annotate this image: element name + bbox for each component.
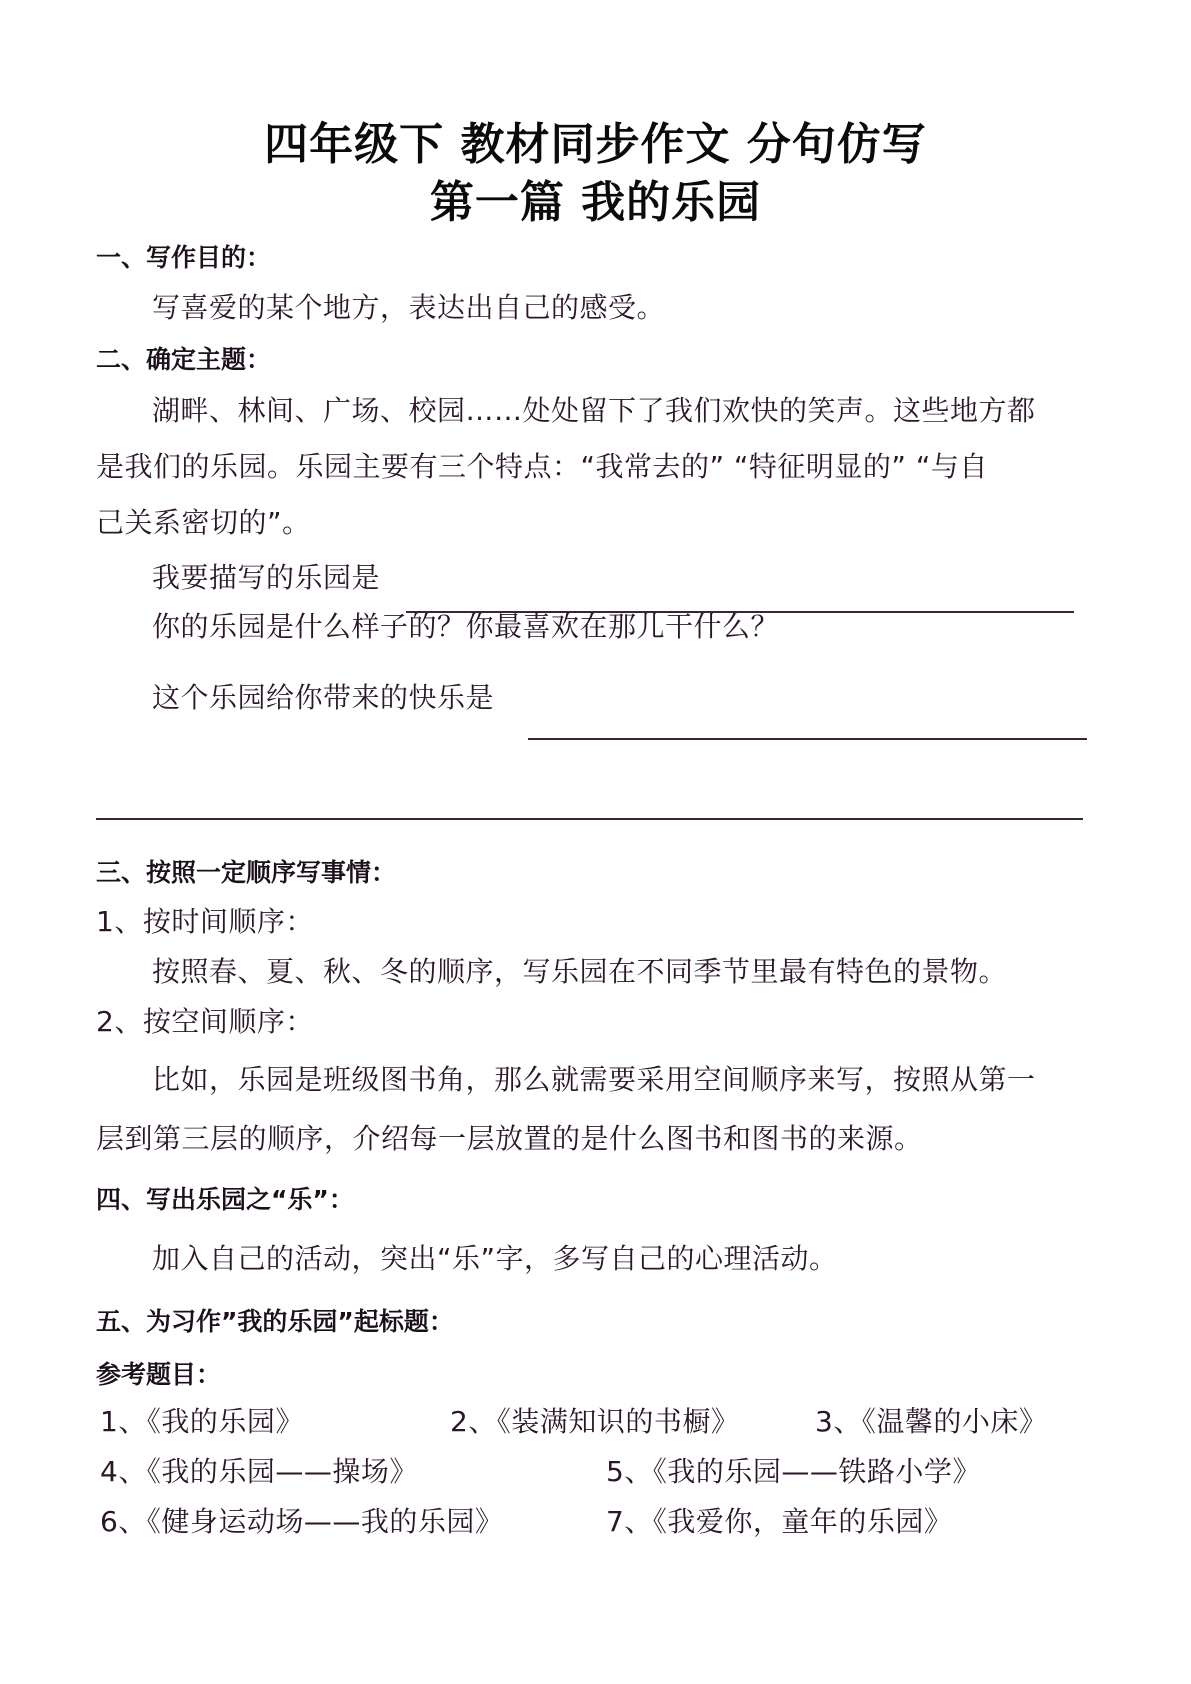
space-order-line2: 层到第三层的顺序，介绍每一层放置的是什么图书和图书的来源。 [96,1122,923,1155]
joy-text: 加入自己的活动，突出“乐”字，多写自己的心理活动。 [152,1242,838,1275]
section-heading-theme: 二、确定主题： [96,345,272,374]
blank-line-full[interactable] [96,818,1083,820]
purpose-text: 写喜爱的某个地方，表达出自己的感受。 [152,291,666,324]
section-heading-title: 五、为习作”我的乐园”起标题： [96,1307,454,1336]
space-order-label: 2、按空间顺序： [96,1005,314,1038]
reference-title-2: 2、《装满知识的书橱》 [450,1405,740,1438]
reference-title-5: 5、《我的乐园——铁路小学》 [606,1455,981,1488]
reference-titles-label: 参考题目： [96,1360,222,1389]
space-order-line1: 比如，乐园是班级图书角，那么就需要采用空间顺序来写，按照从第一 [152,1063,1036,1096]
page-title: 四年级下 教材同步作文 分句仿写 [264,119,927,170]
reference-title-4: 4、《我的乐园——操场》 [100,1455,418,1488]
section-heading-joy: 四、写出乐园之“乐”： [96,1185,354,1214]
reference-title-7: 7、《我爱你，童年的乐园》 [606,1505,953,1538]
reference-title-6: 6、《健身运动场——我的乐园》 [100,1505,504,1538]
section-heading-purpose: 一、写作目的： [96,243,272,272]
reference-title-1: 1、《我的乐园》 [100,1405,304,1438]
section-heading-order: 三、按照一定顺序写事情： [96,858,397,887]
theme-paragraph-line1: 湖畔、林间、广场、校园……处处留下了我们欢快的笑声。这些地方都 [152,394,1036,427]
reference-title-3: 3、《温馨的小床》 [815,1405,1048,1438]
prompt-question: 你的乐园是什么样子的？你最喜欢在那儿干什么？ [152,610,780,643]
time-order-label: 1、按时间顺序： [96,905,314,938]
prompt-joy-label: 这个乐园给你带来的快乐是 [152,681,495,714]
time-order-text: 按照春、夏、秋、冬的顺序，写乐园在不同季节里最有特色的景物。 [152,955,1008,988]
theme-paragraph-line3: 己关系密切的”。 [96,506,311,539]
blank-line-joy[interactable] [528,738,1087,740]
theme-paragraph-line2: 是我们的乐园。乐园主要有三个特点：“我常去的” “特征明显的” “与自 [96,450,988,483]
page-subtitle: 第一篇 我的乐园 [429,177,762,228]
prompt-park-label: 我要描写的乐园是 [152,561,381,594]
